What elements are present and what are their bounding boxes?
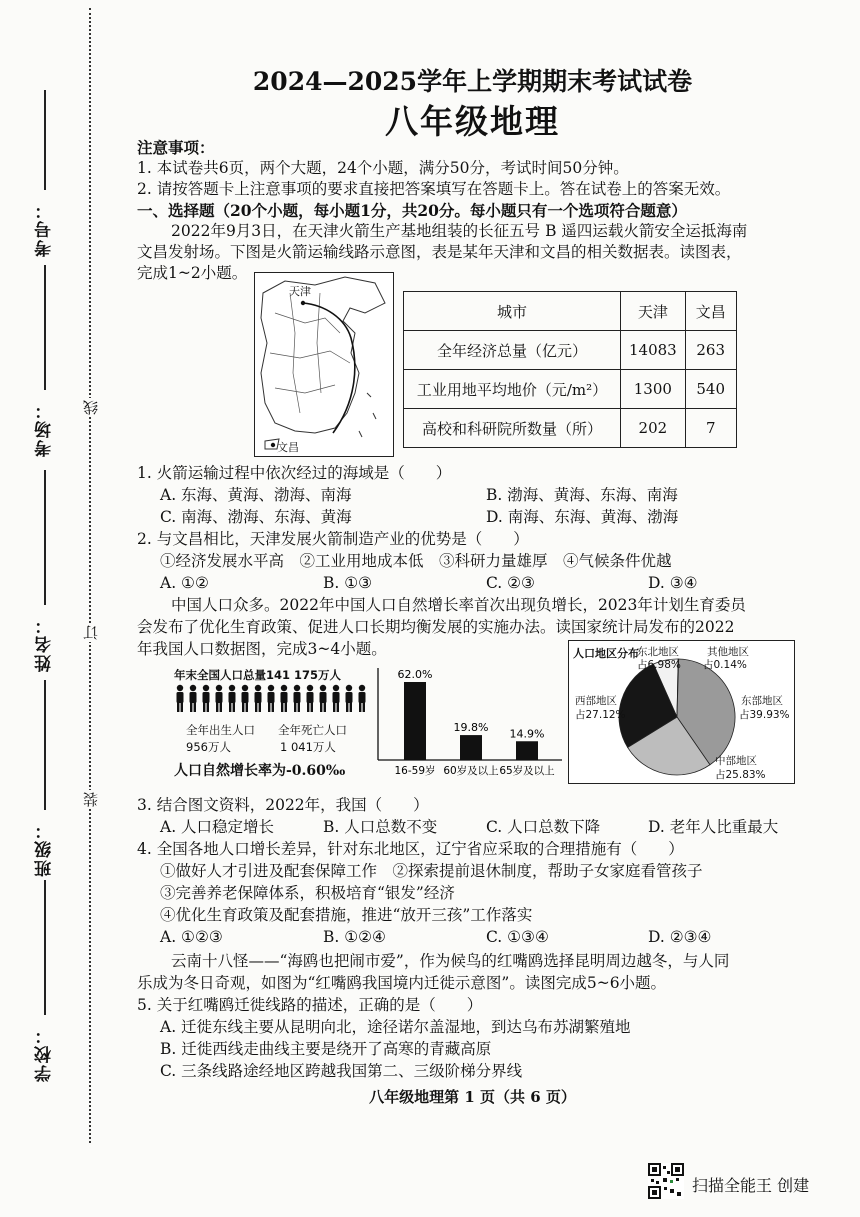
table-cell: 7 bbox=[685, 409, 736, 448]
q2-option-d: D. ③④ bbox=[648, 574, 698, 592]
exam-room-blank bbox=[44, 265, 46, 390]
intro56-line1: 云南十八怪——“海鸥也把闹市爱”，作为候鸟的红嘴鸥选择昆明周边越冬，与人同 bbox=[171, 952, 730, 970]
bar-value-label: 19.8% bbox=[453, 721, 489, 735]
page-footer: 八年级地理第 1 页（共 6 页） bbox=[369, 1088, 576, 1106]
q1-stem: 1. 火箭运输过程中依次经过的海域是（ ） bbox=[137, 464, 452, 482]
q5-stem: 5. 关于红嘴鸥迁徙线路的描述，正确的是（ ） bbox=[137, 996, 483, 1014]
q4-option-c: C. ①③④ bbox=[486, 928, 549, 946]
q3-stem: 3. 结合图文资料，2022年，我国（ ） bbox=[137, 796, 429, 814]
pie-value-other: 占0.14% bbox=[703, 659, 747, 671]
section1-heading: 一、选择题（20个小题，每小题1分，共20分。每小题只有一个选项符合题意） bbox=[137, 201, 687, 220]
q2-statements: ①经济发展水平高 ②工业用地成本低 ③科研力量雄厚 ④气候条件优越 bbox=[160, 552, 672, 570]
birth-value: 956万人 bbox=[186, 740, 231, 754]
q3-option-c: C. 人口总数下降 bbox=[486, 818, 601, 836]
table-cell: 高校和科研院所数量（所） bbox=[404, 409, 621, 448]
q2-stem: 2. 与文昌相比，天津发展火箭制造产业的优势是（ ） bbox=[137, 530, 529, 548]
q5-option-c: C. 三条线路途经地区跨越我国第二、三级阶梯分界线 bbox=[160, 1062, 523, 1080]
pie-value-central: 占25.83% bbox=[715, 769, 766, 781]
q2-option-a: A. ①② bbox=[160, 574, 209, 592]
name-blank bbox=[44, 470, 46, 605]
growth-rate: 人口自然增长率为-0.60‰ bbox=[174, 763, 346, 779]
bar-1 bbox=[460, 735, 482, 760]
death-value: 1 041万人 bbox=[280, 740, 336, 754]
school-label: 学校： bbox=[35, 1025, 55, 1082]
ding-mark: 订 bbox=[82, 625, 100, 640]
note-1: 1. 本试卷共6页，两个大题，24个小题，满分50分，考试时间50分钟。 bbox=[137, 159, 629, 177]
exam-title: 2024—2025学年上学期期末考试试卷 bbox=[252, 67, 693, 96]
q4-option-a: A. ①②③ bbox=[160, 928, 223, 946]
bar-0 bbox=[404, 682, 426, 760]
q4-statement-1: ①做好人才引进及配套保障工作 ②探索提前退休制度，帮助子女家庭看管孩子 bbox=[160, 862, 703, 880]
q5-option-b: B. 迁徙西线走曲线主要是绕开了高寒的青藏高原 bbox=[160, 1040, 492, 1058]
table-cell: 263 bbox=[685, 331, 736, 370]
table-row bbox=[404, 331, 737, 370]
table-cell: 202 bbox=[621, 409, 686, 448]
q1-option-d: D. 南海、东海、黄海、渤海 bbox=[486, 508, 679, 526]
intro34-line3: 年我国人口数据图，完成3~4小题。 bbox=[137, 640, 387, 658]
q5-option-a: A. 迁徙东线主要从昆明向北，途径诺尔盖湿地，到达乌布苏湖繁殖地 bbox=[160, 1018, 631, 1036]
map-label-tianjin: 天津 bbox=[289, 285, 311, 298]
table-row bbox=[404, 409, 737, 448]
q1-option-b: B. 渤海、黄海、东海、南海 bbox=[486, 486, 678, 504]
q3-option-a: A. 人口稳定增长 bbox=[160, 818, 275, 836]
pie-title: 人口地区分布 bbox=[573, 647, 639, 660]
intro56-line2: 乐成为冬日奇观，如图为“红嘴鸥我国境内迁徙示意图”。读图完成5~6小题。 bbox=[137, 974, 667, 992]
exam-no-blank bbox=[44, 90, 46, 190]
pie-label-east: 东部地区 bbox=[741, 695, 783, 707]
table-cell: 540 bbox=[685, 370, 736, 409]
intro12-line3: 完成1~2小题。 bbox=[137, 264, 248, 282]
scanner-brand: 扫描全能王 创建 bbox=[692, 1176, 810, 1195]
binding-dotted-line bbox=[89, 8, 91, 1143]
birth-label: 全年出生人口 bbox=[186, 723, 255, 737]
line-mark: 线 bbox=[82, 400, 100, 415]
bar-2 bbox=[516, 741, 538, 760]
q3-option-d: D. 老年人比重最大 bbox=[648, 818, 779, 836]
bar-category-label: 65岁及以上 bbox=[499, 765, 555, 777]
table-cell: 工业用地平均地价（元/m²） bbox=[404, 370, 621, 409]
bar-category-label: 16-59岁 bbox=[394, 765, 436, 777]
pie-value-northeast: 占6.98% bbox=[637, 659, 681, 671]
intro34-line2: 会发布了优化生育政策、促进人口长期均衡发展的实施办法。读国家统计局发布的2022 bbox=[137, 618, 735, 636]
map-label-wenchang: 文昌 bbox=[277, 441, 299, 454]
pop-total: 年末全国人口总量141 175万人 bbox=[174, 668, 342, 682]
pie-label-northeast: 东北地区 bbox=[637, 646, 679, 658]
q1-option-a: A. 东海、黄海、渤海、南海 bbox=[160, 486, 352, 504]
table-header-cell: 文昌 bbox=[685, 292, 736, 331]
bar-value-label: 14.9% bbox=[509, 727, 545, 741]
bar-value-label: 62.0% bbox=[397, 668, 433, 681]
q4-option-b: B. ①②④ bbox=[323, 928, 386, 946]
intro34-line1: 中国人口众多。2022年中国人口自然增长率首次出现负增长，2023年计划生育委员 bbox=[171, 596, 746, 614]
name-label: 姓名： bbox=[35, 615, 55, 672]
bar-category-label: 60岁及以上 bbox=[443, 765, 499, 777]
age-bar-chart bbox=[376, 668, 564, 780]
q2-option-c: C. ②③ bbox=[486, 574, 535, 592]
death-label: 全年死亡人口 bbox=[278, 723, 347, 737]
pie-value-east: 占39.93% bbox=[739, 709, 790, 721]
map-outline bbox=[255, 273, 393, 456]
exam-room-label: 考场： bbox=[35, 400, 55, 457]
q4-statement-3: ④优化生育政策及配套措施，推进“放开三孩”工作落实 bbox=[160, 906, 533, 924]
class-label: 班级： bbox=[35, 820, 55, 877]
intro12-line1: 2022年9月3日，在天津火箭生产基地组装的长征五号 B 遥四运载火箭安全运抵海南 bbox=[171, 222, 748, 240]
pie-value-west: 占27.12% bbox=[575, 709, 626, 721]
q1-option-c: C. 南海、渤海、东海、黄海 bbox=[160, 508, 352, 526]
rocket-route-map bbox=[254, 272, 394, 457]
q4-stem: 4. 全国各地人口增长差异，针对东北地区，辽宁省应采取的合理措施有（ ） bbox=[137, 840, 684, 858]
table-row bbox=[404, 370, 737, 409]
table-header-row bbox=[404, 292, 737, 331]
notes-heading: 注意事项： bbox=[137, 138, 215, 157]
intro12-line2: 文昌发射场。下图是火箭运输线路示意图，表是某年天津和文昌的相关数据表。读图表， bbox=[137, 243, 742, 261]
pie-label-other: 其他地区 bbox=[707, 646, 749, 658]
table-cell: 14083 bbox=[621, 331, 686, 370]
q2-option-b: B. ①③ bbox=[323, 574, 373, 592]
q3-option-b: B. 人口总数不变 bbox=[323, 818, 438, 836]
school-blank bbox=[44, 880, 46, 1015]
zhuang-mark: 装 bbox=[82, 792, 100, 807]
class-blank bbox=[44, 680, 46, 810]
note-2: 2. 请按答题卡上注意事项的要求直接把答案填写在答题卡上。答在试卷上的答案无效。 bbox=[137, 180, 731, 198]
table-cell: 全年经济总量（亿元） bbox=[404, 331, 621, 370]
table-header-cell: 城市 bbox=[404, 292, 621, 331]
city-data-table bbox=[403, 291, 737, 448]
q4-statement-2: ③完善养老保障体系，积极培育“银发”经济 bbox=[160, 884, 455, 902]
table-cell: 1300 bbox=[621, 370, 686, 409]
people-icons bbox=[174, 684, 370, 714]
q4-option-d: D. ②③④ bbox=[648, 928, 712, 946]
qr-code-icon bbox=[648, 1163, 684, 1199]
pie-label-central: 中部地区 bbox=[715, 755, 757, 767]
pie-label-west: 西部地区 bbox=[575, 695, 617, 707]
region-pie-box bbox=[568, 640, 795, 784]
exam-subtitle: 八年级地理 bbox=[385, 102, 560, 141]
exam-no-label: 考号： bbox=[35, 200, 55, 257]
table-header-cell: 天津 bbox=[621, 292, 686, 331]
